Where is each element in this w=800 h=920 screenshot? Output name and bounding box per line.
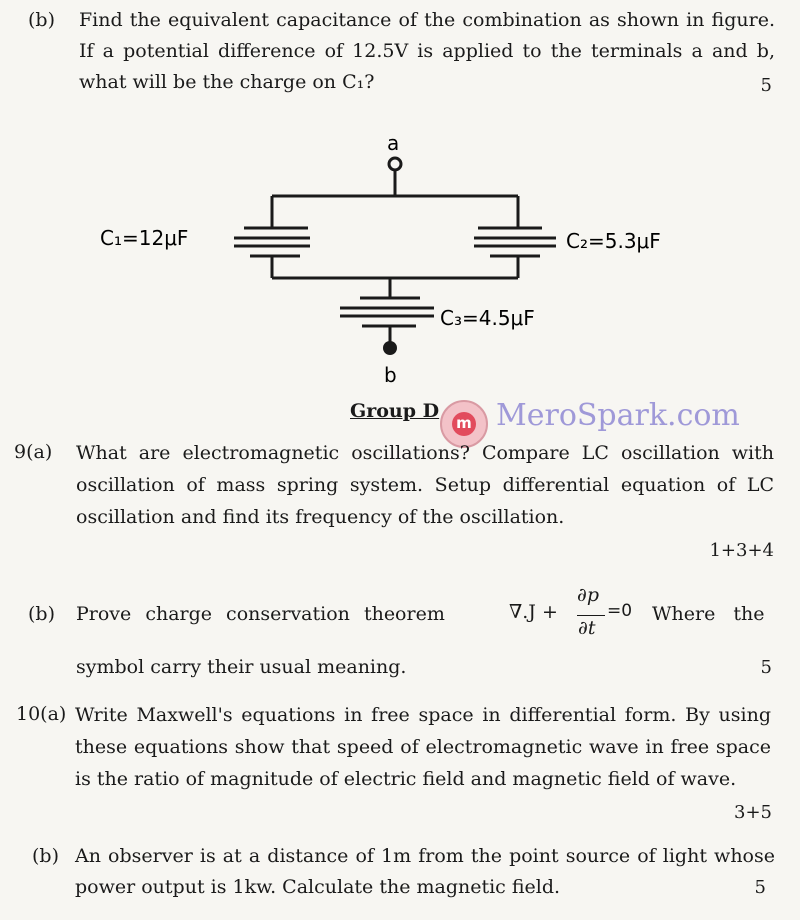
fraction-bar: [577, 615, 605, 616]
equation-denominator: ∂t: [578, 617, 596, 639]
question-text-line2: symbol carry their usual meaning.: [76, 656, 407, 678]
question-marks: 5: [760, 657, 772, 678]
question-number: 9(a): [14, 441, 53, 463]
question-9b: [28, 599, 776, 685]
question-text-after-equation: Where the: [652, 603, 765, 625]
equation-lhs: ∇.J +: [509, 601, 558, 623]
question-number: (b): [32, 845, 59, 867]
capacitor-circuit-diagram: [0, 0, 800, 400]
terminal-a-label: a: [387, 131, 400, 155]
c1-label: C₁=12μF: [100, 226, 189, 250]
question-marks: 3+5: [734, 802, 772, 823]
question-number: 10(a): [16, 703, 67, 725]
c2-label: C₂=5.3μF: [566, 229, 661, 253]
question-text: Write Maxwell's equations in free space in differential form. By using these equations show that speed of electromagnetic wave in free space is the ratio of magnitude of electric field and magnetic field of wave.: [75, 704, 771, 790]
terminal-a-node: [389, 158, 401, 170]
c3-label: C₃=4.5μF: [440, 306, 535, 330]
question-text: What are electromagnetic oscillations? Compare LC oscillation with oscillation of mass spring system. Setup differential equation of LC oscillation and find its frequency of the oscillation.: [76, 442, 774, 528]
charge-conservation-equation: [505, 584, 645, 648]
question-text-before-equation: Prove charge conservation theorem: [76, 603, 445, 625]
group-heading: Group D: [350, 400, 440, 422]
question-marks: 1+3+4: [709, 540, 774, 561]
question-marks: 5: [754, 877, 766, 898]
merospark-logo-letter: m: [452, 412, 476, 436]
question-text: An observer is at a distance of 1m from the point source of light whose power output is 1kw. Calculate the magnetic field.: [75, 845, 775, 898]
question-number: (b): [28, 9, 55, 31]
terminal-b-node: [383, 341, 397, 355]
question-marks: 5: [760, 75, 772, 96]
question-10a: [16, 699, 776, 829]
question-9a: [14, 437, 776, 565]
question-text: Find the equivalent capacitance of the combination as shown in figure. If a potential difference of 12.5V is applied to the terminals a and b, what will be the charge on C₁?: [79, 9, 775, 93]
terminal-b-label: b: [384, 363, 397, 387]
question-10b: [32, 841, 776, 907]
equation-numerator: ∂p: [577, 584, 599, 606]
equation-rhs: =0: [607, 601, 633, 621]
merospark-watermark-text: MeroSpark.com: [496, 398, 740, 433]
question-number: (b): [28, 603, 55, 625]
